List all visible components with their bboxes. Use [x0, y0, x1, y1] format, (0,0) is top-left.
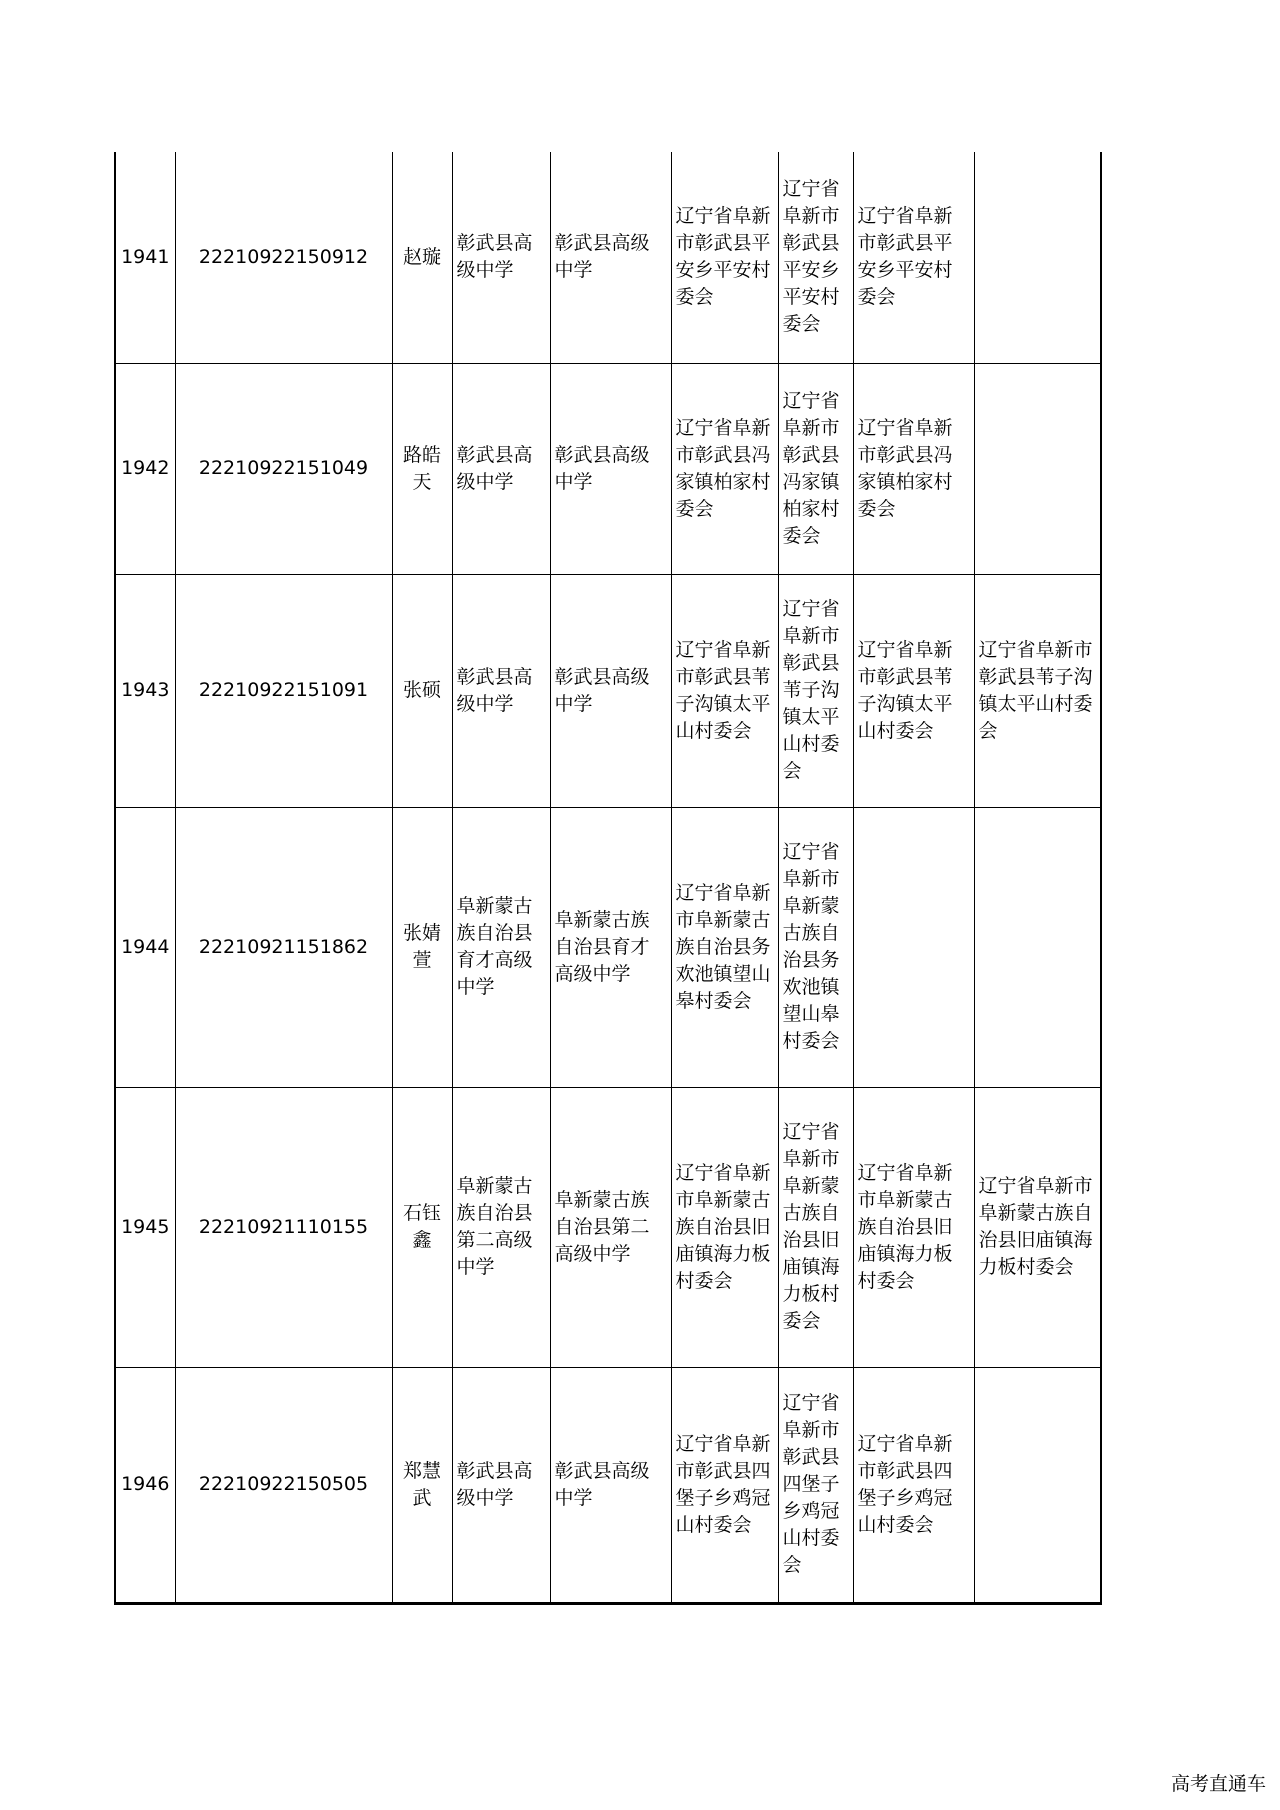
household-address: 辽宁省阜新市阜新蒙古族自治县务欢池镇望山皋村委会 [671, 807, 778, 1087]
mother-address [974, 152, 1101, 363]
household-address: 辽宁省阜新市彰武县四堡子乡鸡冠山村委会 [671, 1367, 778, 1603]
watermark-text: 高考直通车 [1170, 1773, 1266, 1795]
school-name: 阜新蒙古族自治县第二高级中学 [452, 1087, 550, 1367]
residence-address: 辽宁省阜新市彰武县四堡子乡鸡冠山村委会 [778, 1367, 853, 1603]
table-row [115, 1367, 1101, 1603]
school-name: 彰武县高级中学 [452, 574, 550, 807]
household-address: 辽宁省阜新市彰武县平安乡平安村委会 [671, 152, 778, 363]
school-name: 彰武县高级中学 [452, 1367, 550, 1603]
mother-address: 辽宁省阜新市彰武县苇子沟镇太平山村委会 [974, 574, 1101, 807]
table-row [115, 1087, 1101, 1367]
student-name: 赵璇 [392, 152, 452, 363]
roster-body [115, 152, 1101, 1603]
candidate-id: 22210921110155 [175, 1087, 392, 1367]
graduating-school: 彰武县高级中学 [550, 152, 671, 363]
roster-table [114, 152, 1102, 1605]
residence-address: 辽宁省阜新市彰武县苇子沟镇太平山村委会 [778, 574, 853, 807]
household-address: 辽宁省阜新市彰武县冯家镇柏家村委会 [671, 363, 778, 574]
father-address: 辽宁省阜新市彰武县苇子沟镇太平山村委会 [853, 574, 974, 807]
student-name: 石钰鑫 [392, 1087, 452, 1367]
residence-address: 辽宁省阜新市彰武县冯家镇柏家村委会 [778, 363, 853, 574]
school-name: 阜新蒙古族自治县育才高级中学 [452, 807, 550, 1087]
father-address: 辽宁省阜新市彰武县冯家镇柏家村委会 [853, 363, 974, 574]
mother-address: 辽宁省阜新市阜新蒙古族自治县旧庙镇海力板村委会 [974, 1087, 1101, 1367]
student-name: 路皓天 [392, 363, 452, 574]
graduating-school: 彰武县高级中学 [550, 363, 671, 574]
candidate-id: 22210922151091 [175, 574, 392, 807]
roster-table-wrapper [114, 152, 1100, 1605]
graduating-school: 阜新蒙古族自治县第二高级中学 [550, 1087, 671, 1367]
row-number: 1941 [115, 152, 175, 363]
table-row [115, 807, 1101, 1087]
father-address: 辽宁省阜新市阜新蒙古族自治县旧庙镇海力板村委会 [853, 1087, 974, 1367]
candidate-id: 22210922150505 [175, 1367, 392, 1603]
row-number: 1942 [115, 363, 175, 574]
table-row [115, 152, 1101, 363]
row-number: 1945 [115, 1087, 175, 1367]
school-name: 彰武县高级中学 [452, 363, 550, 574]
student-name: 张婧萱 [392, 807, 452, 1087]
student-name: 郑慧武 [392, 1367, 452, 1603]
residence-address: 辽宁省阜新市阜新蒙古族自治县旧庙镇海力板村委会 [778, 1087, 853, 1367]
school-name: 彰武县高级中学 [452, 152, 550, 363]
father-address: 辽宁省阜新市彰武县平安乡平安村委会 [853, 152, 974, 363]
candidate-id: 22210921151862 [175, 807, 392, 1087]
mother-address [974, 363, 1101, 574]
table-row [115, 363, 1101, 574]
residence-address: 辽宁省阜新市彰武县平安乡平安村委会 [778, 152, 853, 363]
graduating-school: 彰武县高级中学 [550, 1367, 671, 1603]
student-name: 张硕 [392, 574, 452, 807]
row-number: 1944 [115, 807, 175, 1087]
row-number: 1946 [115, 1367, 175, 1603]
candidate-id: 22210922151049 [175, 363, 392, 574]
mother-address [974, 1367, 1101, 1603]
row-number: 1943 [115, 574, 175, 807]
mother-address [974, 807, 1101, 1087]
residence-address: 辽宁省阜新市阜新蒙古族自治县务欢池镇望山皋村委会 [778, 807, 853, 1087]
table-row [115, 574, 1101, 807]
father-address: 辽宁省阜新市彰武县四堡子乡鸡冠山村委会 [853, 1367, 974, 1603]
household-address: 辽宁省阜新市彰武县苇子沟镇太平山村委会 [671, 574, 778, 807]
graduating-school: 彰武县高级中学 [550, 574, 671, 807]
household-address: 辽宁省阜新市阜新蒙古族自治县旧庙镇海力板村委会 [671, 1087, 778, 1367]
graduating-school: 阜新蒙古族自治县育才高级中学 [550, 807, 671, 1087]
candidate-id: 22210922150912 [175, 152, 392, 363]
father-address [853, 807, 974, 1087]
